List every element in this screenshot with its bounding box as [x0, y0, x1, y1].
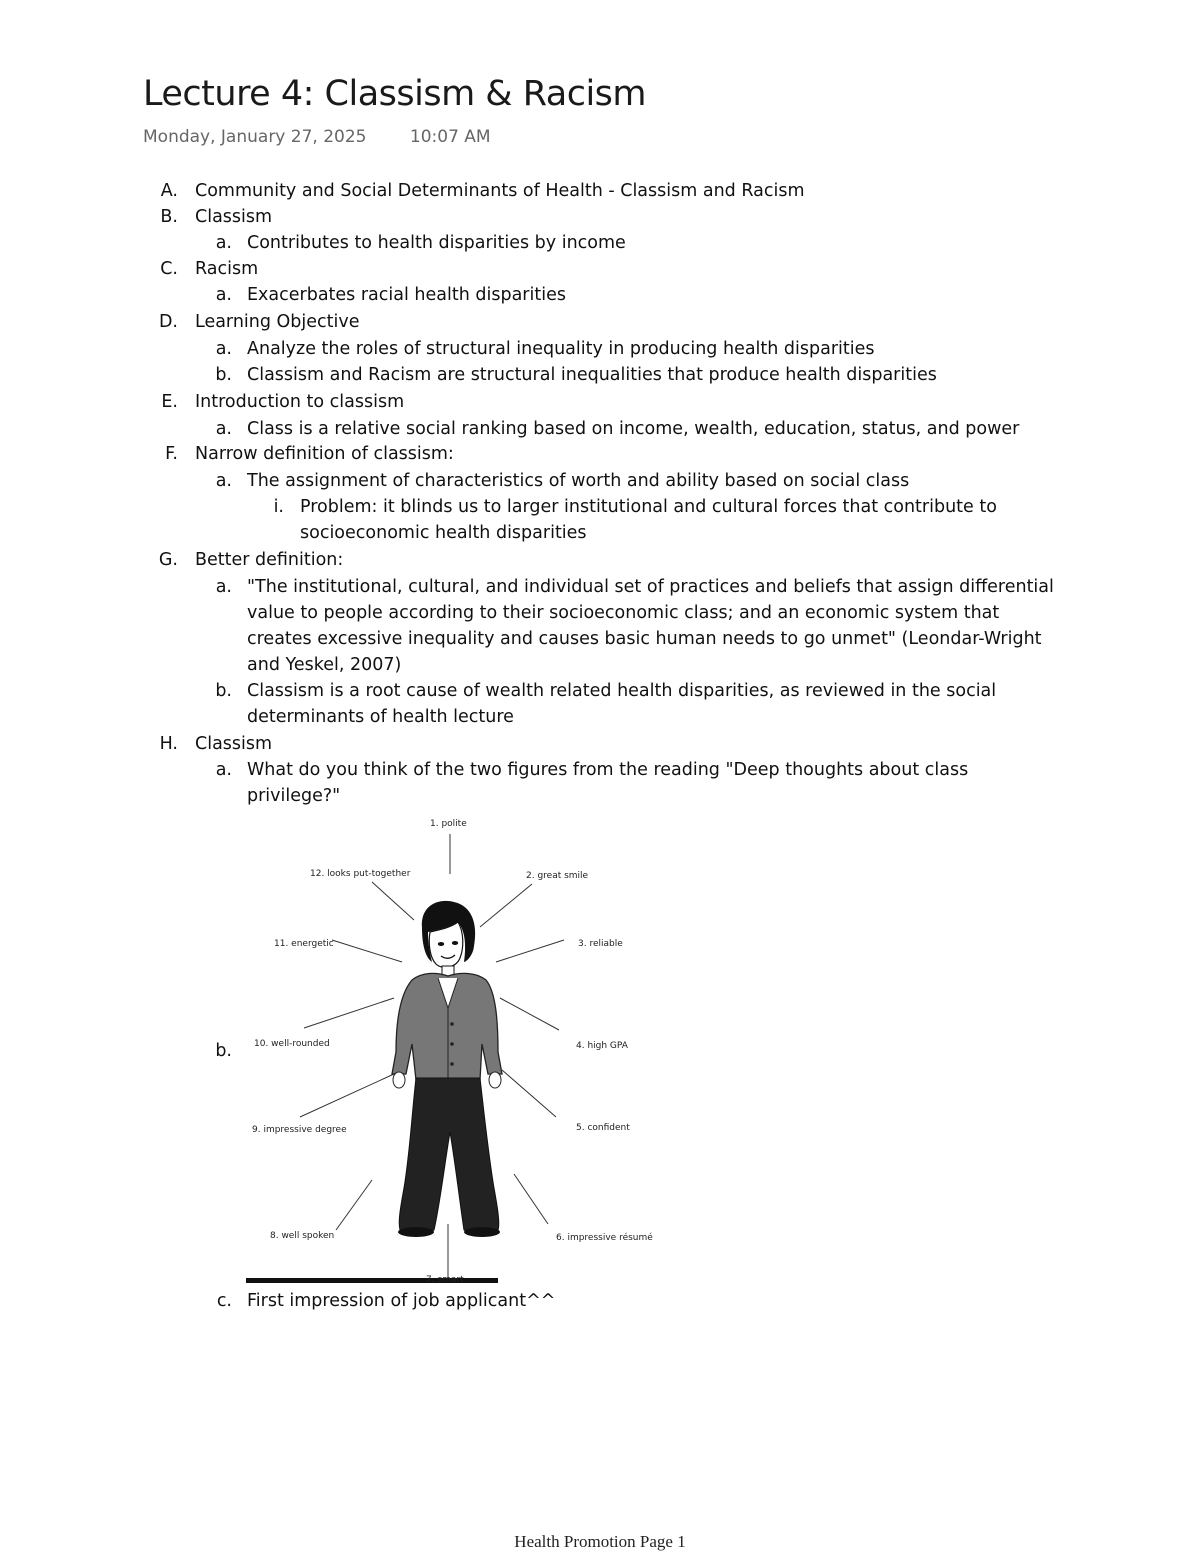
trait-label: 4. high GPA: [576, 1041, 628, 1051]
page-footer: Health Promotion Page 1: [514, 1532, 686, 1551]
list-marker: F.: [165, 444, 178, 464]
list-text: Problem: it blinds us to larger institutional and cultural forces that contribute to: [300, 497, 997, 517]
list-marker: c.: [216, 1291, 232, 1311]
list-marker: i.: [273, 497, 284, 517]
list-text: Contributes to health disparities by income: [247, 233, 626, 253]
list-text: Exacerbates racial health disparities: [247, 285, 566, 305]
page-meta: [143, 127, 491, 147]
trait-label: 8. well spoken: [270, 1231, 335, 1241]
list-marker: C.: [160, 259, 178, 279]
page-title: Lecture 4: Classism & Racism: [143, 74, 647, 114]
list-text: Racism: [195, 259, 259, 279]
list-text: What do you think of the two figures from the reading "Deep thoughts about class: [247, 760, 969, 780]
list-text: Introduction to classism: [195, 392, 405, 412]
list-marker: E.: [161, 392, 178, 412]
list-item-continuation: and Yeskel, 2007): [247, 655, 402, 675]
page-date: Monday, January 27, 2025: [143, 127, 367, 147]
list-text: The assignment of characteristics of worth and ability based on social class: [247, 471, 910, 491]
trait-label: 9. impressive degree: [252, 1125, 347, 1135]
list-item-continuation: creates excessive inequality and causes basic human needs to go unmet" (Leondar-Wright: [247, 629, 1042, 649]
list-text: Community and Social Determinants of Health - Classism and Racism: [195, 181, 805, 201]
list-text: Classism: [195, 207, 273, 227]
list-text: Classism: [195, 734, 273, 754]
list-marker: D.: [158, 312, 178, 332]
list-marker: a.: [215, 233, 232, 253]
list-marker: a.: [215, 285, 232, 305]
trait-label: 1. polite: [430, 819, 467, 829]
list-marker: A.: [160, 181, 178, 201]
list-marker: a.: [215, 760, 232, 780]
page-time: 10:07 AM: [409, 127, 491, 147]
job-applicant-figure: [244, 812, 656, 1288]
list-text: Better definition:: [195, 550, 344, 570]
list-text: "The institutional, cultural, and individual set of practices and beliefs that assign differential: [247, 577, 1054, 597]
list-marker: a.: [215, 419, 232, 439]
list-item-continuation: socioeconomic health disparities: [300, 523, 587, 543]
list-marker: G.: [158, 550, 178, 570]
trait-label: 5. confident: [576, 1123, 630, 1133]
list-text: Narrow definition of classism:: [195, 444, 454, 464]
list-item-continuation: privilege?": [247, 786, 341, 806]
list-item-continuation: value to people according to their socioeconomic class; and an economic system that: [247, 603, 1000, 623]
list-marker: B.: [160, 207, 178, 227]
list-text: Analyze the roles of structural inequality in producing health disparities: [247, 339, 875, 359]
trait-label: 3. reliable: [578, 939, 623, 949]
trait-label: 11. energetic: [274, 939, 334, 949]
list-item-continuation: determinants of health lecture: [247, 707, 514, 727]
list-text: Classism is a root cause of wealth related health disparities, as reviewed in the social: [247, 681, 997, 701]
list-marker: a.: [215, 339, 232, 359]
trait-label: 7. smart: [426, 1275, 464, 1285]
list-marker: b.: [215, 365, 232, 385]
list-text: First impression of job applicant^^: [247, 1291, 556, 1311]
trait-label: 10. well-rounded: [254, 1039, 330, 1049]
job-applicant-illustration: [244, 812, 656, 1288]
list-marker: b.: [215, 681, 232, 701]
list-text: Classism and Racism are structural inequalities that produce health disparities: [247, 365, 937, 385]
list-marker: H.: [159, 734, 178, 754]
list-marker: a.: [215, 471, 232, 491]
trait-label: 2. great smile: [526, 871, 589, 881]
list-text: Learning Objective: [195, 312, 360, 332]
trait-label: 6. impressive résumé: [556, 1233, 653, 1243]
trait-label: 12. looks put-together: [310, 869, 411, 879]
list-marker: a.: [215, 577, 232, 597]
list-marker: b.: [215, 1041, 232, 1061]
list-text: Class is a relative social ranking based on income, wealth, education, status, and power: [247, 419, 1020, 439]
